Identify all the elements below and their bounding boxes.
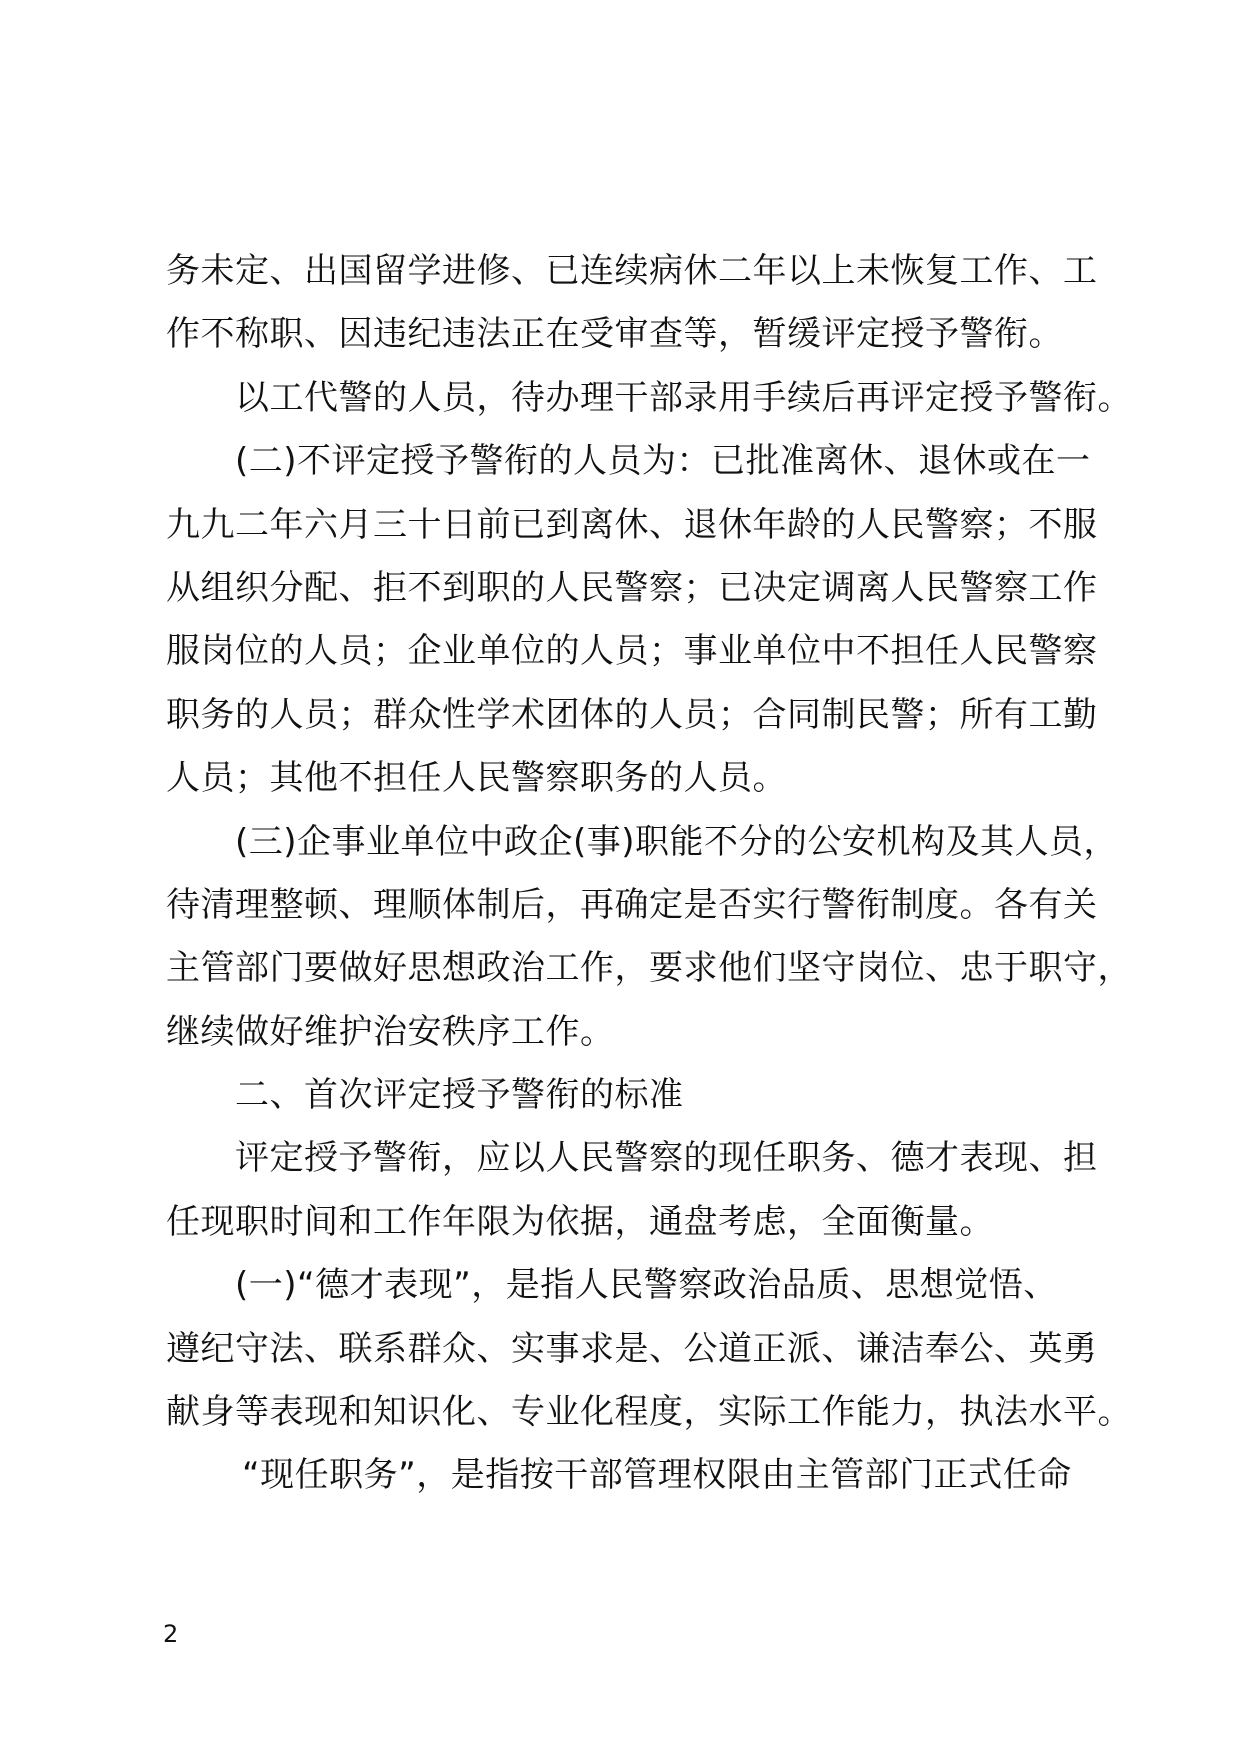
text-line: 遵纪守法、联系群众、实事求是、公道正派、谦洁奉公、英勇: [166, 1328, 1098, 1369]
text-line: 务未定、出国留学进修、已连续病休二年以上未恢复工作、工: [166, 251, 1098, 291]
text-line: 以工代警的人员，待办理干部录用手续后再评定授予警衔。: [235, 377, 1132, 418]
page-number: 2: [163, 1620, 179, 1648]
document-body: [166, 240, 1132, 1508]
text-line: (三)企事业单位中政企(事)职能不分的公安机构及其人员，: [235, 821, 1119, 862]
text-line: 继续做好维护治安秩序工作。: [166, 1011, 615, 1052]
text-line: 作不称职、因违纪违法正在受审查等，暂缓评定授予警衔。: [166, 314, 1063, 355]
section-heading: 二、首次评定授予警衔的标准: [235, 1075, 684, 1116]
text-line: 服岗位的人员；企业单位的人员；事业单位中不担任人民警察: [166, 631, 1098, 672]
text-line: 从组织分配、拒不到职的人民警察；已决定调离人民警察工作: [166, 567, 1098, 608]
text-line: 评定授予警衔，应以人民警察的现任职务、德才表现、担: [235, 1138, 1098, 1179]
text-line: 任现职时间和工作年限为依据，通盘考虑，全面衡量。: [166, 1201, 994, 1242]
text-line: 职务的人员；群众性学术团体的人员；合同制民警；所有工勤: [166, 694, 1098, 735]
text-line: 人员；其他不担任人民警察职务的人员。: [166, 758, 787, 799]
text-line: (二)不评定授予警衔的人员为：已批准离休、退休或在一: [235, 441, 1091, 482]
text-line: 九九二年六月三十日前已到离休、退休年龄的人民警察；不服: [166, 504, 1098, 545]
text-line: 献身等表现和知识化、专业化程度，实际工作能力，执法水平。: [166, 1392, 1132, 1433]
text-line: (一)“德才表现”，是指人民警察政治品质、思想觉悟、: [235, 1265, 1058, 1306]
text-line: 主管部门要做好思想政治工作，要求他们坚守岗位、忠于职守，: [166, 948, 1132, 989]
text-line: 待清理整顿、理顺体制后，再确定是否实行警衔制度。各有关: [166, 884, 1098, 925]
text-line: “现任职务”，是指按干部管理权限由主管部门正式任命: [242, 1455, 1072, 1496]
